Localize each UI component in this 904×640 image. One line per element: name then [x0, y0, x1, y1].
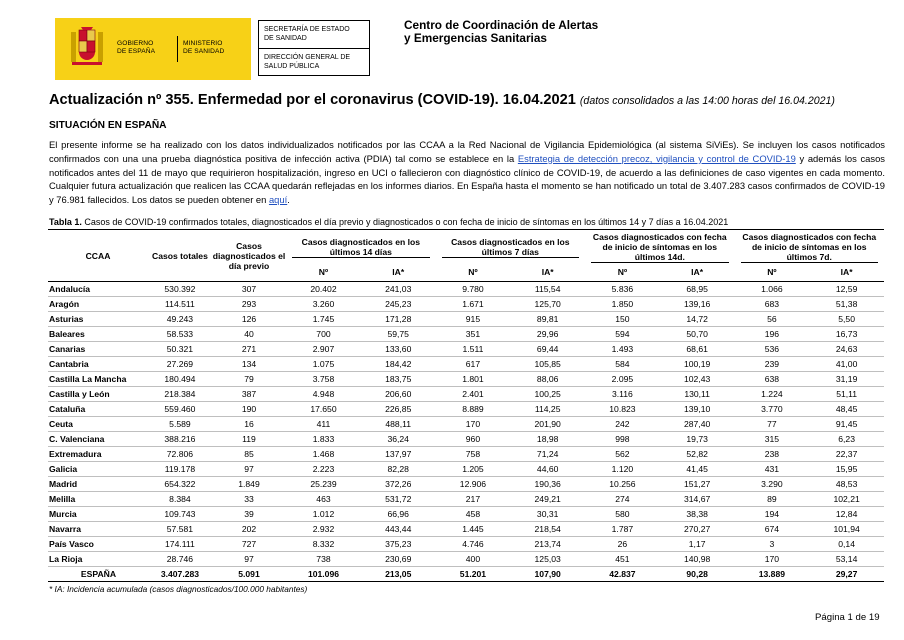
direccion-text: DIRECCIÓN GENERAL DE SALUD PÚBLICA	[264, 54, 351, 70]
table-cell: 388.216	[164, 433, 196, 444]
table-cell: 10.823	[609, 403, 636, 414]
ccaa-name-cell: La Rioja	[49, 553, 83, 564]
table-cell: 2.932	[312, 523, 335, 534]
table-cell: 4.948	[312, 388, 335, 399]
table-cell: 293	[241, 298, 257, 309]
table-cell: 1.833	[312, 433, 335, 444]
table-row	[48, 506, 884, 521]
table-cell: 137,97	[385, 448, 412, 459]
table-cell: 59,75	[387, 328, 409, 339]
coat-of-arms-icon	[69, 26, 105, 72]
table-cell: 1.224	[761, 388, 783, 399]
table-cell: 271	[241, 343, 257, 354]
table-cell: 530.392	[164, 283, 196, 294]
table-cell: 2.907	[312, 343, 335, 354]
table-cell: 19,73	[686, 433, 708, 444]
table-caption-text: Casos de COVID-19 confirmados totales, diagnosticados el día previo y diagnosticados o con fecha de inicio de síntomas en los últimos 14 y 7 días a 16.04.2021	[81, 217, 729, 227]
table-cell: 101,94	[833, 523, 860, 534]
table-cell: 213,74	[534, 538, 561, 549]
table-cell: 375,23	[385, 538, 412, 549]
header-group-7: Casos diagnosticados en los últimos 7 días	[436, 230, 585, 265]
header-n: Nº	[468, 267, 478, 278]
table-cell: 101.096	[307, 568, 340, 579]
table-cell: 5.091	[238, 568, 260, 579]
header-n: Nº	[318, 267, 329, 278]
table-row	[48, 356, 884, 371]
table-body	[48, 281, 884, 581]
ccaa-name-cell: Murcia	[49, 508, 77, 519]
table-cell: 119	[242, 433, 256, 444]
table-cell: 1.120	[611, 463, 634, 474]
table-cell: 238	[764, 448, 780, 459]
table-cell: 10.256	[609, 478, 636, 489]
table-cell: 50.321	[166, 343, 194, 354]
table-row	[48, 536, 884, 551]
table-cell: 218.384	[164, 388, 196, 399]
report-title-sub: (datos consolidados a las 14:00 horas del 16.04.2021)	[579, 95, 835, 107]
table-cell: 463	[316, 493, 331, 504]
table-cell: 114.511	[165, 298, 195, 309]
table-cell: 226,85	[385, 403, 412, 414]
table-cell: 8.384	[169, 493, 191, 504]
report-title-main: Actualización nº 355. Enfermedad por el coronavirus (COVID-19). 16.04.2021	[49, 92, 576, 108]
table-row	[48, 416, 884, 431]
table-cell: 41,00	[835, 358, 858, 369]
table-cell: 190,36	[534, 478, 561, 489]
table-row	[48, 446, 884, 461]
table-cell: 5.589	[169, 418, 191, 429]
table-cell: 1.850	[611, 298, 634, 309]
table-cell: 915	[465, 313, 481, 324]
table-cell: 1.671	[462, 298, 484, 309]
table-cell: 170	[465, 418, 481, 429]
table-cell: 1.801	[462, 373, 484, 384]
table-cell: 559.460	[164, 403, 196, 414]
header-ia: IA*	[840, 267, 853, 278]
table-cell: 1.745	[312, 313, 335, 324]
table-caption-label: Tabla 1.	[49, 217, 82, 227]
table-cell: 107,90	[534, 568, 561, 579]
table-cell: 126	[241, 313, 257, 324]
table-cell: 1.075	[312, 358, 335, 369]
table-cell: 97	[244, 553, 254, 564]
table-cell: 12.906	[459, 478, 487, 489]
ccaa-name-cell: Navarra	[49, 523, 82, 534]
table-cell: 89	[767, 493, 777, 504]
ccaa-name-cell: País Vasco	[49, 538, 94, 549]
table-cell: 9.780	[462, 283, 484, 294]
table-cell: 102,21	[833, 493, 860, 504]
table-cell: 12,84	[835, 508, 858, 519]
ccaa-name-cell: ESPAÑA	[80, 568, 117, 579]
ministerio-text: MINISTERIO DE SANIDAD	[183, 40, 225, 55]
table-cell: 31,19	[835, 373, 858, 384]
ccaa-name-cell: Cantabria	[49, 358, 89, 369]
table-cell: 72.806	[166, 448, 194, 459]
table-cell: 27.269	[166, 358, 194, 369]
table-cell: 2.095	[611, 373, 634, 384]
table-cell: 39	[244, 508, 254, 519]
table-row	[48, 311, 884, 326]
table-row	[48, 431, 884, 446]
table-row	[48, 326, 884, 341]
ccaa-name-cell: Melilla	[49, 493, 76, 504]
table-cell: 314,67	[684, 493, 711, 504]
table-row	[48, 371, 884, 386]
table-cell: 133,60	[385, 343, 412, 354]
header-n: Nº	[617, 267, 628, 278]
table-cell: 40	[244, 328, 254, 339]
table-cell: 531,72	[385, 493, 412, 504]
table-cell: 17.650	[310, 403, 337, 414]
table-cell: 16,73	[835, 328, 858, 339]
table-cell: 130,11	[684, 388, 710, 399]
table-cell: 69,44	[536, 343, 559, 354]
table-cell: 36,24	[387, 433, 409, 444]
table-cell: 125,70	[534, 298, 561, 309]
table-cell: 738	[316, 553, 331, 564]
table-cell: 3.407.283	[160, 568, 200, 579]
table-cell: 400	[465, 553, 481, 564]
table-cell: 58.533	[166, 328, 194, 339]
ccaa-name-cell: Madrid	[49, 478, 78, 489]
table-cell: 1.493	[611, 343, 634, 354]
table-cell: 287,40	[684, 418, 711, 429]
table-cell: 79	[244, 373, 254, 384]
table-cell: 274	[615, 493, 630, 504]
table-cell: 24,63	[835, 343, 858, 354]
table-row	[48, 461, 884, 476]
table-cell: 536	[764, 343, 780, 354]
table-cell: 315	[764, 433, 780, 444]
table-cell: 109.743	[164, 508, 196, 519]
table-cell: 3.758	[312, 373, 335, 384]
table-cell: 115,54	[534, 283, 561, 294]
table-cell: 77	[767, 418, 777, 429]
table-cell: 44,60	[536, 463, 559, 474]
table-cell: 48,53	[835, 478, 858, 489]
header-group-14: Casos diagnosticados en los últimos 14 días	[286, 230, 435, 265]
table-cell: 2.223	[312, 463, 335, 474]
secretaria-box	[258, 20, 370, 76]
table-caption	[49, 217, 728, 227]
table-cell: 88,06	[536, 373, 559, 384]
table-cell: 372,26	[385, 478, 412, 489]
table-cell: 8.889	[462, 403, 484, 414]
table-cell: 15,95	[835, 463, 858, 474]
table-cell: 12,59	[835, 283, 858, 294]
table-cell: 100,25	[534, 388, 561, 399]
table-cell: 100,19	[684, 358, 711, 369]
table-cell: 91,45	[835, 418, 858, 429]
table-cell: 18,98	[536, 433, 559, 444]
table-cell: 14,72	[686, 313, 708, 324]
table-cell: 201,90	[534, 418, 561, 429]
table-cell: 239	[764, 358, 780, 369]
table-cell: 66,96	[387, 508, 409, 519]
ccaa-name-cell: Ceuta	[49, 418, 73, 429]
table-cell: 1.511	[462, 343, 484, 354]
table-cell: 202	[241, 523, 257, 534]
table-cell: 458	[465, 508, 481, 519]
table-cell: 30,31	[536, 508, 559, 519]
table-cell: 89,81	[536, 313, 559, 324]
table-cell: 125,03	[534, 553, 561, 564]
table-cell: 3.770	[761, 403, 783, 414]
header-group-sint-14: Casos diagnosticados con fecha de inicio de síntomas en los últimos 14d.	[592, 232, 727, 262]
table-row	[48, 386, 884, 401]
table-cell: 758	[465, 448, 481, 459]
table-cell: 683	[764, 298, 780, 309]
table-cell: 151,27	[684, 478, 711, 489]
report-title	[49, 92, 835, 108]
table-cell: 50,70	[686, 328, 708, 339]
table-cell: 42.837	[609, 568, 636, 579]
table-cell: 85	[244, 448, 254, 459]
gobierno-text: GOBIERNO DE ESPAÑA	[117, 40, 156, 55]
table-cell: 38,38	[686, 508, 708, 519]
table-cell: 29,27	[835, 568, 858, 579]
table-cell: 411	[316, 418, 331, 429]
table-cell: 1,17	[688, 538, 706, 549]
table-row	[48, 551, 884, 566]
table-cell: 28.746	[166, 553, 194, 564]
table-row	[48, 296, 884, 311]
table-cell: 97	[244, 463, 254, 474]
table-cell: 960	[465, 433, 481, 444]
table-cell: 53,14	[835, 553, 858, 564]
table-cell: 617	[465, 358, 481, 369]
ccaa-table	[48, 229, 884, 582]
centro-title: Centro de Coordinación de Alertas y Emergencias Sanitarias	[404, 18, 599, 45]
datos-link[interactable]: aquí	[268, 194, 288, 206]
section-heading: SITUACIÓN EN ESPAÑA	[49, 120, 167, 131]
table-cell: 1.066	[761, 283, 783, 294]
table-cell: 105,85	[534, 358, 561, 369]
table-cell: 48,45	[835, 403, 858, 414]
header-ia: IA*	[541, 267, 554, 278]
table-cell: 1.849	[238, 478, 260, 489]
table-cell: 245,23	[385, 298, 412, 309]
ccaa-name-cell: Castilla La Mancha	[49, 373, 127, 384]
table-cell: 33	[244, 493, 254, 504]
table-cell: 139,16	[684, 298, 711, 309]
table-cell: 139,10	[684, 403, 711, 414]
header-ia: IA*	[691, 267, 704, 278]
header-previo: Casos diagnosticados el día previo	[212, 240, 286, 271]
table-cell: 71,24	[536, 448, 559, 459]
table-cell: 194	[764, 508, 780, 519]
table-cell: 190	[241, 403, 257, 414]
table-cell: 171,28	[385, 313, 412, 324]
ccaa-name-cell: Galicia	[49, 463, 78, 474]
footnote: * IA: Incidencia acumulada (casos diagnosticados/100.000 habitantes)	[49, 584, 308, 594]
table-row	[48, 401, 884, 416]
table-cell: 4.746	[462, 538, 484, 549]
table-cell: 41,45	[686, 463, 708, 474]
table-cell: 584	[615, 358, 630, 369]
header-ccaa: CCAA	[85, 250, 111, 261]
table-cell: 638	[764, 373, 780, 384]
table-cell: 8.332	[312, 538, 335, 549]
table-cell: 700	[316, 328, 331, 339]
ccaa-name-cell: Aragón	[49, 298, 80, 309]
table-cell: 3.260	[312, 298, 335, 309]
table-cell: 26	[617, 538, 628, 549]
table-cell: 5,50	[838, 313, 855, 324]
gobierno-logo	[55, 18, 251, 80]
table-cell: 1.012	[312, 508, 335, 519]
table-cell: 674	[764, 523, 780, 534]
table-cell: 387	[241, 388, 257, 399]
header-n: Nº	[767, 267, 777, 278]
table-cell: 170	[764, 553, 780, 564]
table-cell: 68,95	[686, 283, 708, 294]
estrategia-link[interactable]: Estrategia de detección precoz, vigilancia y control de COVID-19	[517, 152, 796, 164]
ccaa-name-cell: Extremadura	[49, 448, 102, 459]
table-cell: 727	[241, 538, 257, 549]
header-total: Casos totales	[151, 250, 208, 261]
table-cell: 249,21	[534, 493, 561, 504]
table-cell: 68,61	[686, 343, 708, 354]
table-cell: 213,05	[385, 568, 412, 579]
table-cell: 351	[465, 328, 481, 339]
table-cell: 488,11	[385, 418, 412, 429]
table-cell: 242	[615, 418, 630, 429]
table-cell: 580	[615, 508, 630, 519]
table-cell: 13.889	[758, 568, 786, 579]
table-cell: 562	[615, 448, 630, 459]
table-cell: 3	[769, 538, 775, 549]
table-cell: 241,03	[385, 283, 412, 294]
ccaa-name-cell: Andalucía	[49, 283, 91, 294]
table-cell: 1.468	[312, 448, 335, 459]
ccaa-name-cell: C. Valenciana	[49, 433, 105, 444]
table-cell: 184,42	[385, 358, 412, 369]
table-cell: 5.836	[611, 283, 634, 294]
table-cell: 25.239	[310, 478, 337, 489]
table-cell: 2.401	[462, 388, 484, 399]
table-cell: 654.322	[164, 478, 196, 489]
table-cell: 82,28	[387, 463, 409, 474]
table-row	[48, 341, 884, 356]
secretaria-text: SECRETARÍA DE ESTADO DE SANIDAD	[264, 26, 350, 42]
table-cell: 140,98	[684, 553, 711, 564]
table-cell: 307	[241, 283, 257, 294]
table-cell: 52,82	[686, 448, 708, 459]
intro-paragraph: El presente informe se ha realizado con los datos individualizados notificados por las CCAA a la Red Nacional de Vigilancia Epidemiológica (al sistema SiViEs). Se incluyen los casos notificados confirmados con una una prueba diagnóstica positiva de infección activa (PDIA) tal como se establece en la Estrategia de detección precoz, vigilancia y control de COVID-19 y además los casos notificados antes del 11 de mayo que requirieron hospitalización, ingreso en UCI o fallecieron con diagnóstico clínico de COVID-19, de acuerdo a las definiciones de caso vigentes en cada momento. Cualquier futura actualización que realicen las CCAA quedarán reflejadas en los informes diarios. En España hasta el momento se han notificado un total de 3.407.283 casos confirmados de COVID-19 y 76.981 fallecidos. Los datos se pueden obtener en aquí.	[49, 139, 885, 206]
table-cell: 183,75	[385, 373, 412, 384]
table-cell: 443,44	[385, 523, 412, 534]
table-cell: 1.445	[462, 523, 484, 534]
table-row	[48, 476, 884, 491]
table-cell: 451	[615, 553, 630, 564]
table-cell: 998	[615, 433, 630, 444]
ccaa-name-cell: Baleares	[49, 328, 85, 339]
table-row	[48, 521, 884, 536]
table-cell: 594	[615, 328, 630, 339]
ccaa-name-cell: Asturias	[49, 313, 84, 324]
table-cell: 16	[244, 418, 254, 429]
table-cell: 1.205	[462, 463, 484, 474]
table-total-row	[48, 566, 884, 581]
table-cell: 51,38	[835, 298, 858, 309]
table-cell: 230,69	[385, 553, 412, 564]
table-row	[48, 491, 884, 506]
table-cell: 134	[241, 358, 257, 369]
table-cell: 3.116	[611, 388, 633, 399]
table-cell: 431	[764, 463, 780, 474]
table-cell: 6,23	[838, 433, 855, 444]
table-cell: 51,11	[836, 388, 858, 399]
box-divider	[259, 48, 369, 49]
header-ia: IA*	[392, 267, 405, 278]
table-cell: 174.111	[165, 538, 195, 549]
table-cell: 29,96	[536, 328, 559, 339]
table-cell: 20.402	[310, 283, 337, 294]
table-cell: 56	[767, 313, 777, 324]
table-cell: 1.787	[611, 523, 634, 534]
ccaa-name-cell: Canarias	[49, 343, 86, 354]
table-cell: 57.581	[166, 523, 194, 534]
table-cell: 206,60	[385, 388, 412, 399]
table-cell: 217	[465, 493, 481, 504]
ccaa-name-cell: Castilla y León	[49, 388, 110, 399]
table-cell: 102,43	[684, 373, 711, 384]
table-row	[48, 281, 884, 296]
table-cell: 180.494	[164, 373, 196, 384]
table-cell: 90,28	[686, 568, 708, 579]
ccaa-name-cell: Cataluña	[49, 403, 86, 414]
table-cell: 270,27	[684, 523, 711, 534]
table-cell: 218,54	[534, 523, 561, 534]
table-cell: 150	[615, 313, 630, 324]
table-header	[48, 230, 884, 282]
logo-divider	[177, 36, 178, 62]
page-number: Página 1 de 19	[815, 612, 880, 623]
table-cell: 119.178	[164, 463, 196, 474]
table-cell: 114,25	[534, 403, 561, 414]
header-group-sint-7: Casos diagnosticados con fecha de inicio de síntomas en los últimos 7d.	[742, 232, 877, 262]
table-cell: 22,37	[835, 448, 858, 459]
table-cell: 0,14	[838, 538, 855, 549]
table-cell: 196	[764, 328, 780, 339]
table-cell: 51.201	[459, 568, 487, 579]
table-cell: 3.290	[761, 478, 783, 489]
table-cell: 49.243	[166, 313, 194, 324]
